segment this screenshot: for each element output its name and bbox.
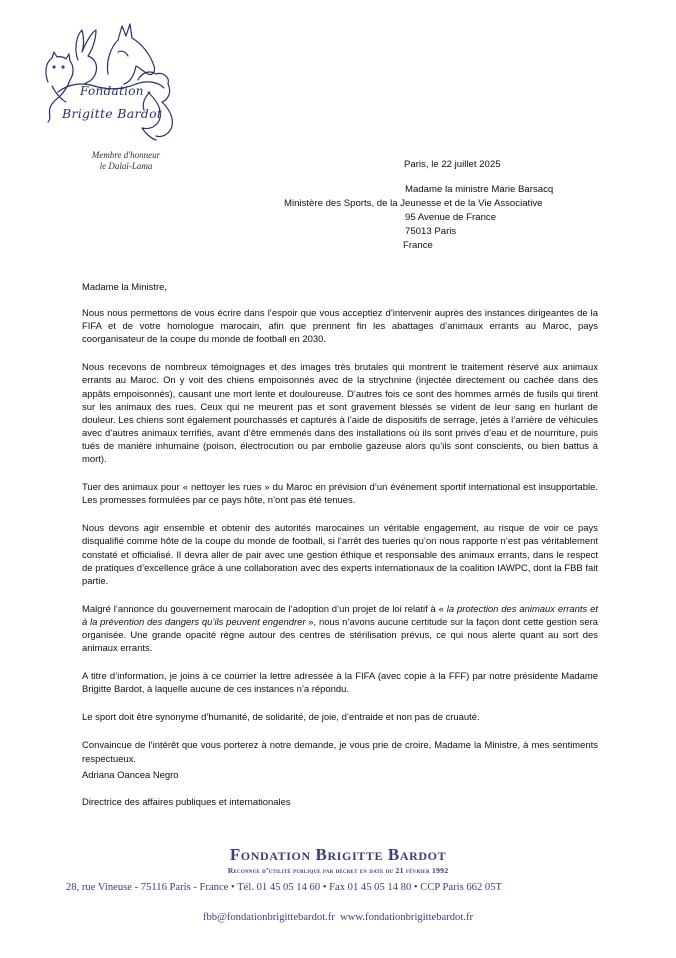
animals-silhouette-icon: [38, 22, 188, 144]
footer-subtitle: Reconnue d’utilité publique par décret en date du 21 février 1992: [227, 866, 449, 875]
paragraph-6: A titre d’information, je joins à ce courrier la lettre adressée à la FIFA (avec copie à la FFF) par notre présidente Madame Brigitte Bardot, à laquelle aucune de ces instances n’a répondu.: [82, 671, 598, 696]
paragraph-5-part-2: », nous n’avons aucune certitude sur la façon dont cette gestion sera organisée. Une grande opacité règne autour des centres de stérilisation prévus, ce qui nous alerte quant au sort des animaux errants.: [82, 616, 598, 655]
recipient-name: Madame la ministre Marie Barsacq: [405, 184, 554, 195]
paragraph-3: Tuer des animaux pour « nettoyer les rues » du Maroc en prévision d’un événement sportif international est insupportable. Les promesses formulées par ce pays hôte, n’ont pas été tenues.: [82, 482, 598, 507]
recipient-country: France: [403, 240, 433, 251]
closing-paragraph: Convaincue de l’intérêt que vous porterez à notre demande, je vous prie de croire, Madame la Ministre, à mes sentiments respectueux.: [82, 740, 598, 765]
letter-body: [82, 281, 598, 824]
signer-title: Directrice des affaires publiques et internationales: [82, 796, 291, 808]
paragraph-5-part-1: Malgré l’annonce du gouvernement marocain de l’adoption d’un projet de loi relatif à «: [82, 603, 447, 615]
logo-line-1: Fondation: [80, 84, 144, 98]
paragraph-1: Nous nous permettons de vous écrire dans l’espoir que vous acceptiez d’intervenir auprès des instances dirigeantes de la FIFA et de votre homologue marocain, afin que prennent fin les abattages d’animaux errants au Maroc, pays coorganisateur de la coupe du monde de football en 2030.: [82, 308, 598, 346]
honor-line-1: Membre d'honneur: [91, 150, 161, 160]
recipient-street: 95 Avenue de France: [405, 212, 497, 223]
footer-title: Fondation Brigitte Bardot: [229, 845, 447, 864]
signer-name: Adriana Oancea Negro: [82, 769, 179, 781]
foundation-logo: [38, 22, 188, 144]
footer-address: 28, rue Vineuse - 75116 Paris - France • Tél. 01 45 05 14 60 • Fax 01 45 05 14 80 • CCP Paris 662 05T: [66, 882, 502, 893]
paragraph-5: [82, 603, 598, 655]
footer-web: fbb@fondationbrigittebardot.fr www.fondationbrigittebardot.fr: [202, 912, 474, 923]
letter-date: Paris, le 22 juillet 2025: [404, 159, 501, 170]
salutation: Madame la Ministre,: [82, 282, 167, 293]
recipient-ministry: Ministère des Sports, de la Jeunesse et de la Vie Associative: [284, 198, 543, 209]
paragraph-5-quote: la protection des animaux errants et à la prévention des dangers qu’ils peuvent engendrer: [82, 603, 598, 628]
honor-member-note: [66, 150, 186, 172]
paragraph-4: Nous devons agir ensemble et obtenir des autorités marocaines un véritable engagement, au risque de voir ce pays disqualifié comme hôte de la coupe du monde de football, si l’arrêt des tueries qu’on nous rapporte n’est pas véritablement constaté et officialisé. Il devra aller de pair avec une gestion éthique et responsable des animaux errants, dans le respect de pratiques d’excellence grâce à une collaboration avec des experts internationaux de la coalition IAWPC, dont la FBB fait partie.: [82, 523, 598, 587]
honor-line-2: le Dalaï-Lama: [99, 161, 153, 171]
recipient-city: 75013 Paris: [405, 226, 457, 237]
logo-line-2: Brigitte Bardot: [62, 106, 163, 121]
paragraph-7: Le sport doit être synonyme d’humanité, de solidarité, de joie, d’entraide et non pas de cruauté.: [82, 712, 480, 724]
paragraph-2: Nous recevons de nombreux témoignages et des images très brutales qui montrent le traitement réservé aux animaux errants au Maroc. On y voit des chiens empoisonnés avec de la strychnine (injectée directement ou cachée dans des appâts empoisonnés), causant une mort lente et douloureuse. D’autres fois ce sont des hommes armés de fusils qui tirent sur les animaux des rues. Ceux qui ne meurent pas et sont gravement blessés se vident de leur sang en hurlant de douleur. Les chiens sont également pourchassés et capturés à l’aide de dispositifs de serrage, jetés à l’arrière de véhicules avec d’autres animaux terrifiés, avant d’être emmenés dans des installations où ils sont privés d’eau et de nourriture, puis tués de manière inhumaine (poison, électrocution ou par embolie gazeuse alors qu’ils sont conscients, ou bien battus à mort).: [82, 362, 598, 466]
